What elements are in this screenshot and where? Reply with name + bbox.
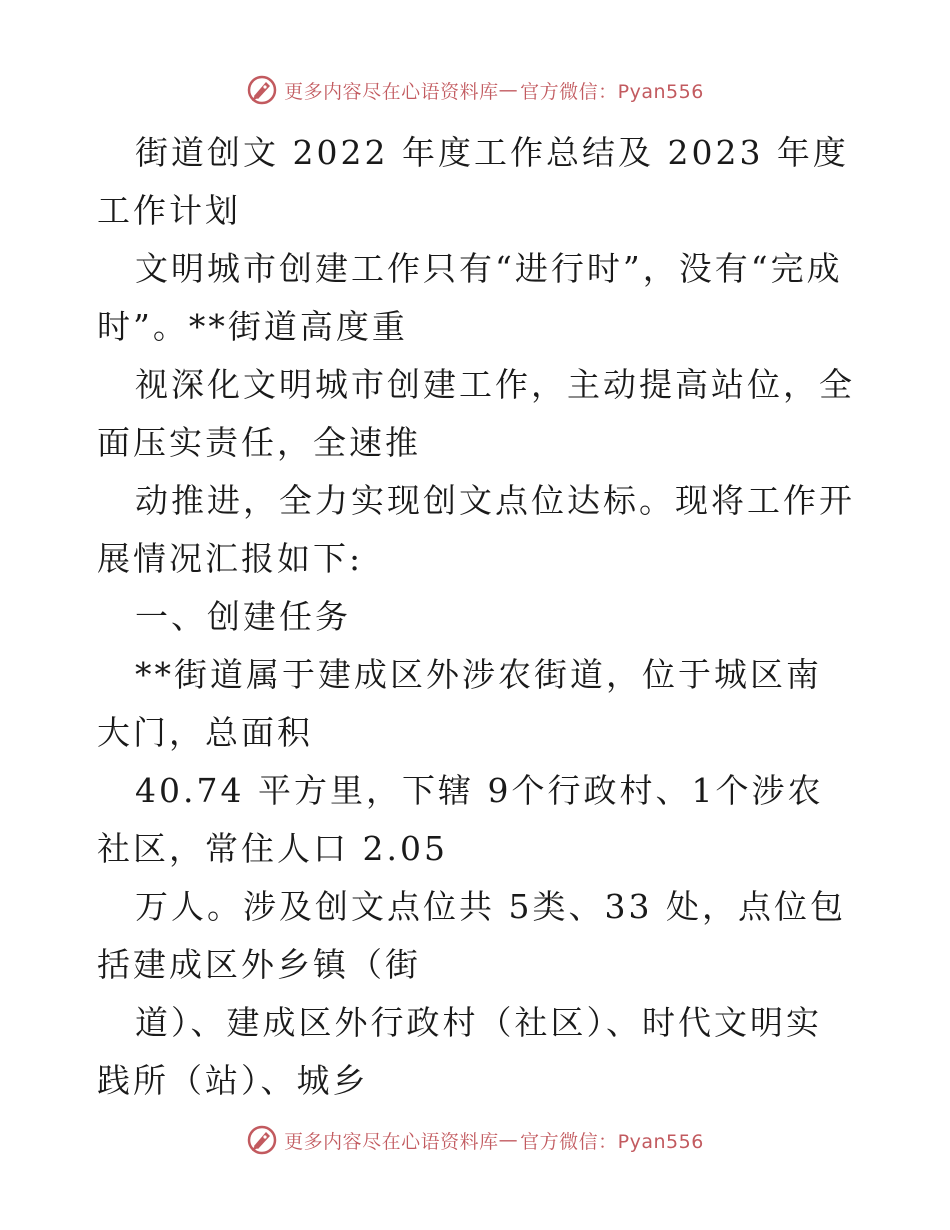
paragraph: 文明城市创建工作只有“进行时”，没有“完成时”。**街道高度重	[97, 249, 843, 346]
pen-nib-circle-icon	[246, 74, 278, 106]
paragraph: **街道属于建成区外涉农街道，位于城区南大门，总面积	[97, 655, 822, 752]
document-title: 街道创文 2022 年度工作总结及 2023 年度工作计划	[97, 133, 849, 230]
paragraph: 道）、建成区外行政村（社区）、时代文明实践所（站）、城乡	[97, 1003, 822, 1100]
banner-separator: —	[498, 1129, 519, 1151]
banner-separator: —	[498, 79, 519, 101]
banner-wechat-text: 官方微信：Pyan556	[520, 80, 704, 103]
section-heading: 一、创建任务	[135, 597, 351, 636]
banner-main-text: 更多内容尽在心语资料库	[284, 80, 499, 103]
banner-wechat-text: 官方微信：Pyan556	[520, 1130, 704, 1153]
banner-main-text: 更多内容尽在心语资料库	[284, 1130, 499, 1153]
paragraph: 视深化文明城市创建工作，主动提高站位，全面压实责任，全速推	[97, 365, 855, 462]
paragraph: 动推进，全力实现创文点位达标。现将工作开展情况汇报如下:	[97, 481, 855, 578]
header-watermark-banner	[0, 70, 950, 110]
footer-watermark-banner	[0, 1120, 950, 1160]
document-body	[97, 124, 857, 1110]
paragraph: 万人。涉及创文点位共 5类、33 处，点位包括建成区外乡镇（街	[97, 887, 846, 984]
paragraph: 40.74 平方里，下辖 9个行政村、1个涉农社区，常住人口 2.05	[97, 771, 824, 868]
pen-nib-circle-icon	[246, 1124, 278, 1156]
